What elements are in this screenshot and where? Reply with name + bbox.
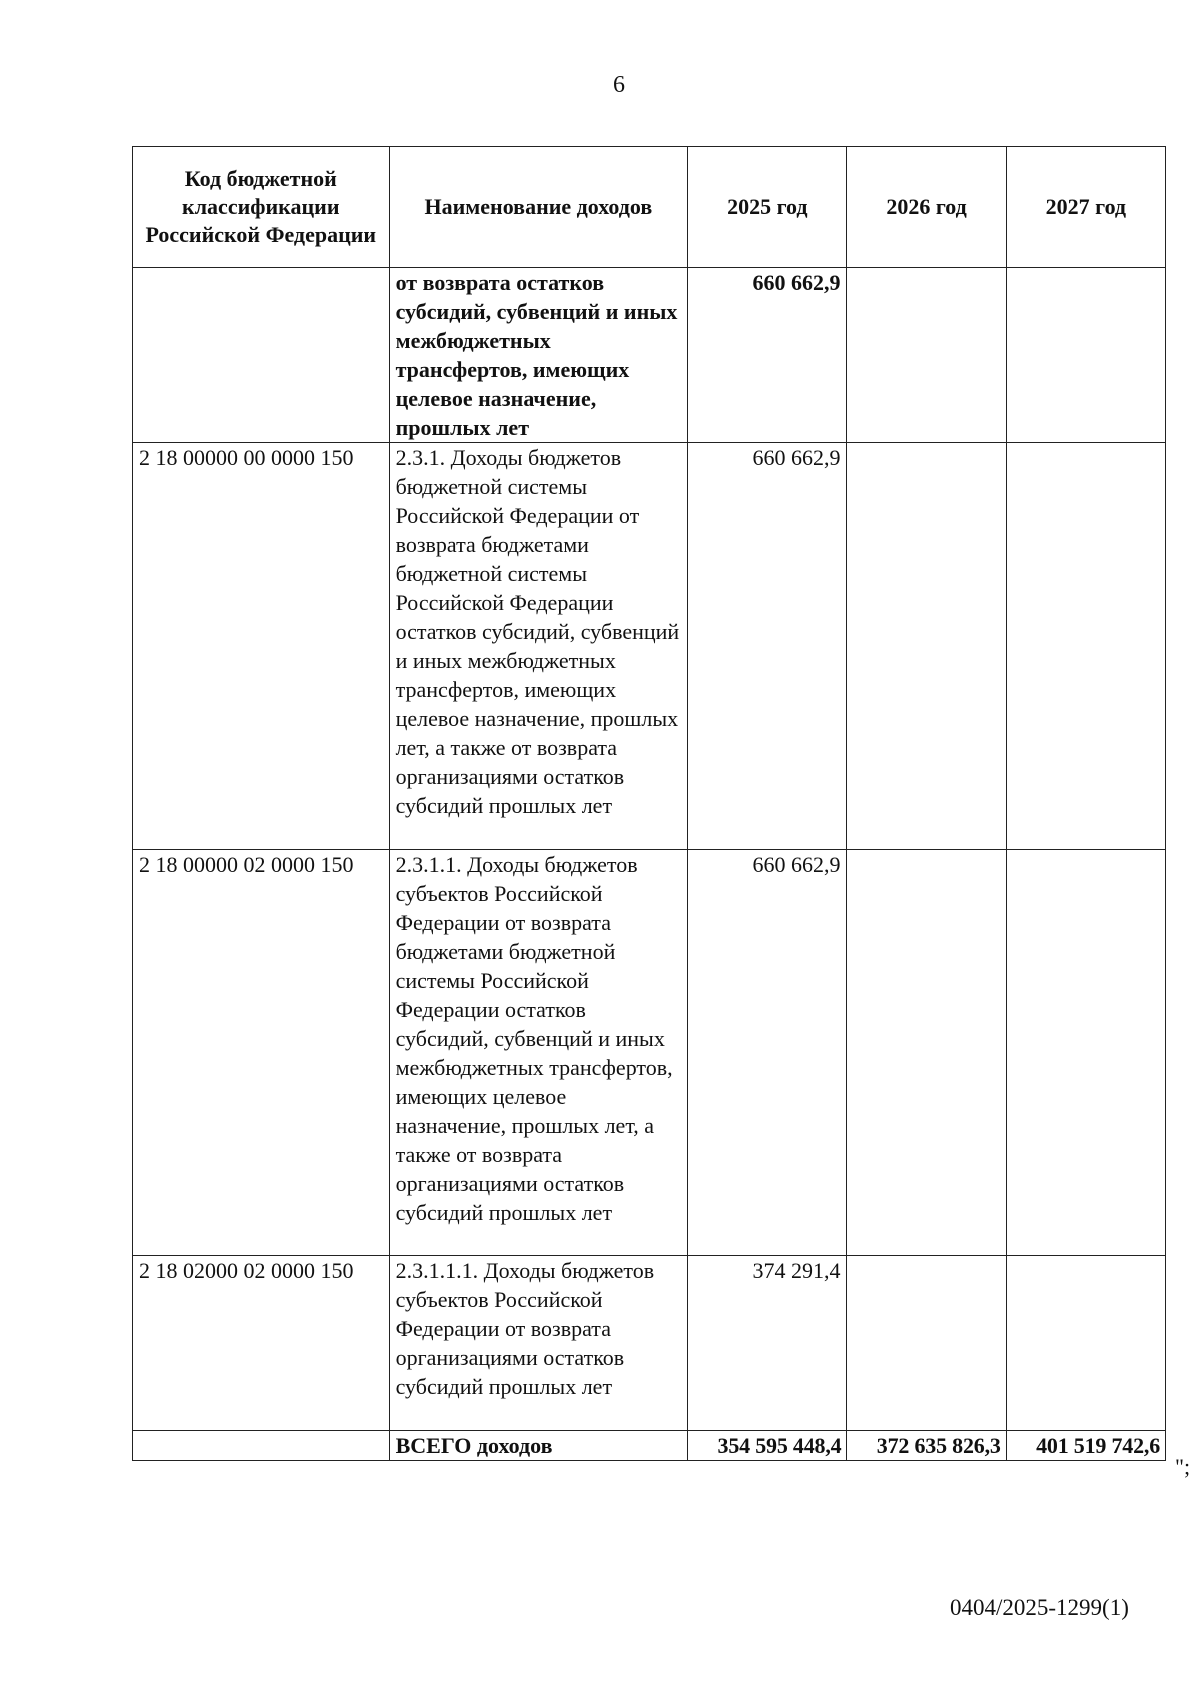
page-number: 6 [613,72,625,98]
header-2026: 2026 год [847,147,1006,268]
row-value-2025: 660 662,9 [688,850,847,1256]
total-value-2027: 401 519 742,6 [1006,1431,1165,1461]
row-value-2025: 660 662,9 [688,268,847,443]
table-header-row [133,147,1166,268]
table-row [133,443,1166,850]
row-code: 2 18 00000 00 0000 150 [133,443,390,850]
row-value-2027 [1006,1256,1165,1431]
total-code [133,1431,390,1461]
row-code: 2 18 02000 02 0000 150 [133,1256,390,1431]
table-row [133,850,1166,1256]
row-value-2025: 374 291,4 [688,1256,847,1431]
document-number: 0404/2025-1299(1) [950,1595,1129,1620]
total-row [133,1431,1166,1461]
header-name: Наименование доходов [389,147,688,268]
row-code [133,268,390,443]
revenue-table [132,146,1166,1461]
row-code: 2 18 00000 02 0000 150 [133,850,390,1256]
row-value-2025: 660 662,9 [688,443,847,850]
header-code: Код бюджетной классификации Российской Федерации [133,147,390,268]
row-name: 2.3.1.1. Доходы бюджетов субъектов Российской Федерации от возврата бюджетами бюджетной системы Российской Федерации остатков субсидий, субвенций и иных межбюджетных трансфертов, имеющих целевое назначение, прошлых лет, а также от возврата организациями остатков субсидий прошлых лет [389,850,688,1256]
row-value-2027 [1006,443,1165,850]
table-row [133,268,1166,443]
total-label: ВСЕГО доходов [389,1431,688,1461]
header-2025: 2025 год [688,147,847,268]
row-value-2027 [1006,268,1165,443]
row-value-2026 [847,443,1006,850]
total-value-2026: 372 635 826,3 [847,1431,1006,1461]
row-value-2027 [1006,850,1165,1256]
row-value-2026 [847,1256,1006,1431]
total-value-2025: 354 595 448,4 [688,1431,847,1461]
row-name: 2.3.1. Доходы бюджетов бюджетной системы Российской Федерации от возврата бюджетами бюджетной системы Российской Федерации остатков субсидий, субвенций и иных межбюджетных трансфертов, имеющих целевое назначение, прошлых лет, а также от возврата организациями остатков субсидий прошлых лет [389,443,688,850]
row-value-2026 [847,268,1006,443]
closing-quote-mark: "; [1175,1454,1191,1479]
header-2027: 2027 год [1006,147,1165,268]
row-name: от возврата остатков субсидий, субвенций и иных межбюджетных трансфертов, имеющих целевое назначение, прошлых лет [389,268,688,443]
row-value-2026 [847,850,1006,1256]
table-row [133,1256,1166,1431]
row-name: 2.3.1.1.1. Доходы бюджетов субъектов Российской Федерации от возврата организациями остатков субсидий прошлых лет [389,1256,688,1431]
